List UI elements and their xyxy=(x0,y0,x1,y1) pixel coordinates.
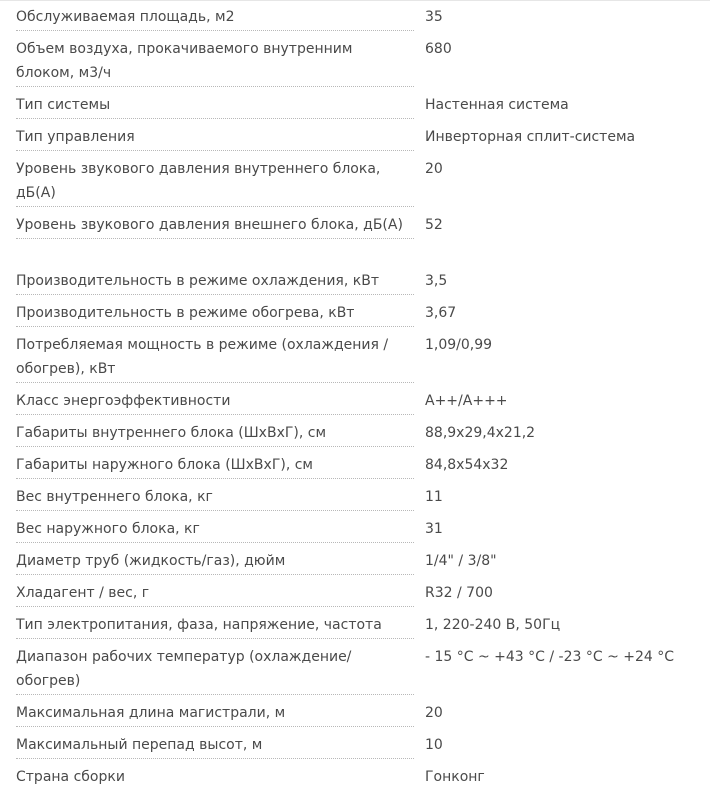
spec-name: Вес внутреннего блока, кг xyxy=(16,485,414,511)
spec-value: 680 xyxy=(425,41,452,57)
spec-value: А++/А+++ xyxy=(425,393,508,409)
spec-value: 3,67 xyxy=(425,305,457,321)
spec-value: 20 xyxy=(425,705,443,721)
spec-name: Объем воздуха, прокачиваемого внутренним блоком, м3/ч xyxy=(16,37,414,87)
spec-name: Уровень звукового давления внешнего блока, дБ(А) xyxy=(16,213,414,239)
top-divider xyxy=(0,0,710,1)
spec-value: 20 xyxy=(425,161,443,177)
spec-value: 88,9х29,4х21,2 xyxy=(425,425,536,441)
spec-value: 10 xyxy=(425,737,443,753)
spec-name: Диапазон рабочих температур (охлаждение/ обогрев) xyxy=(16,645,414,695)
spec-name: Вес наружного блока, кг xyxy=(16,517,414,543)
spec-name: Тип электропитания, фаза, напряжение, частота xyxy=(16,613,414,639)
spec-name: Класс энергоэффективности xyxy=(16,389,414,415)
spec-name: Максимальный перепад высот, м xyxy=(16,733,414,759)
spec-name: Габариты наружного блока (ШхВхГ), см xyxy=(16,453,414,479)
spec-name: Страна сборки xyxy=(16,765,414,788)
spec-value: Настенная система xyxy=(425,97,569,113)
spec-value: Инверторная сплит-система xyxy=(425,129,636,145)
spec-name: Обслуживаемая площадь, м2 xyxy=(16,5,414,31)
spec-name: Максимальная длина магистрали, м xyxy=(16,701,414,727)
spec-value: Гонконг xyxy=(425,769,485,785)
spec-value: 1/4" / 3/8" xyxy=(425,553,497,569)
spec-name: Потребляемая мощность в режиме (охлаждения / обогрев), кВт xyxy=(16,333,414,383)
spec-value: 52 xyxy=(425,217,443,233)
spec-value: 84,8х54х32 xyxy=(425,457,509,473)
spec-name: Тип управления xyxy=(16,125,414,151)
spec-name: Тип системы xyxy=(16,93,414,119)
spec-value: 31 xyxy=(425,521,443,537)
spec-value: R32 / 700 xyxy=(425,585,493,601)
spec-name: Уровень звукового давления внутреннего блока, дБ(А) xyxy=(16,157,414,207)
spec-name: Производительность в режиме охлаждения, кВт xyxy=(16,269,414,295)
spec-value: 1, 220-240 В, 50Гц xyxy=(425,617,561,633)
spec-value: 11 xyxy=(425,489,443,505)
spec-name: Производительность в режиме обогрева, кВт xyxy=(16,301,414,327)
spec-name: Габариты внутреннего блока (ШхВхГ), см xyxy=(16,421,414,447)
spec-value: 3,5 xyxy=(425,273,448,289)
spec-value: - 15 °C ~ +43 °C / -23 °C ~ +24 °C xyxy=(425,649,675,665)
spec-value: 1,09/0,99 xyxy=(425,337,493,353)
spec-value: 35 xyxy=(425,9,443,25)
spec-name: Хладагент / вес, г xyxy=(16,581,414,607)
spec-name: Диаметр труб (жидкость/газ), дюйм xyxy=(16,549,414,575)
